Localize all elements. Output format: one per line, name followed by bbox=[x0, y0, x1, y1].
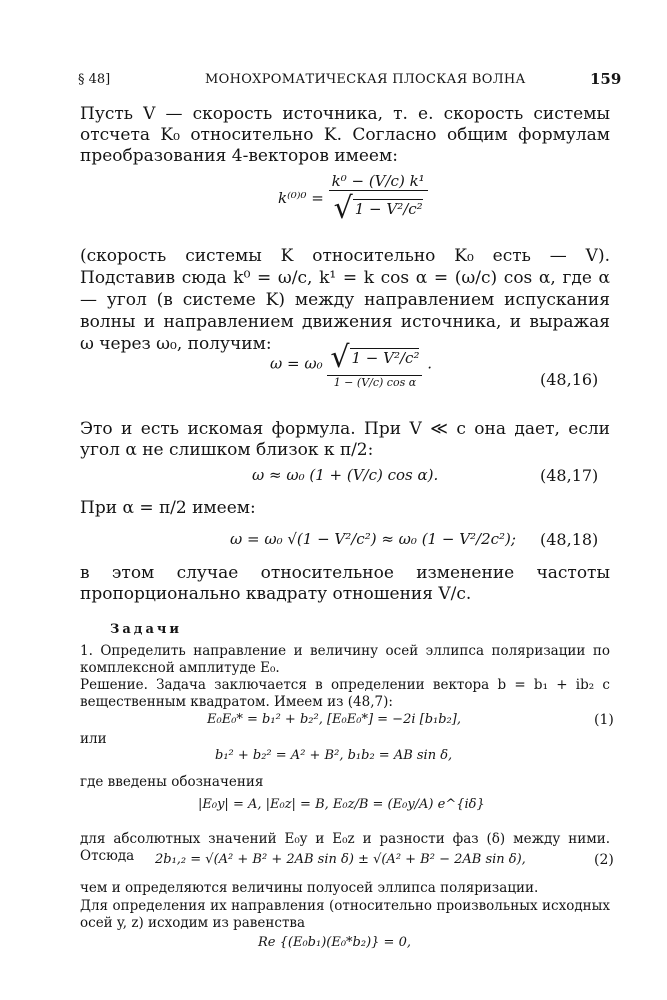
equation-number-2: (2) bbox=[594, 852, 614, 868]
paragraph-5: в этом случае относительное изменение частоты пропорционально квадрату отношения V/c. bbox=[80, 563, 610, 604]
problem-1-statement: 1. Определить направление и величину осей эллипса поляризации по комплексной амплитуде E₀. bbox=[80, 643, 610, 676]
page-number: 159 bbox=[590, 70, 622, 88]
equation-number-48-17: (48,17) bbox=[540, 466, 599, 485]
formula-approx: ω ≈ ω₀ (1 + (V/c) cos α). bbox=[252, 466, 439, 484]
problems-heading: Задачи bbox=[110, 622, 183, 637]
text-direction: Для определения их направления (относительно произвольных исходных осей y, z) исходим из равенства bbox=[80, 898, 610, 931]
formula-omega-fraction: $\frac{\text{√ 1 − V²/c²}}{\text{1 − (V/c) cos α}}$ bbox=[327, 340, 422, 389]
equation-last: Re {(E₀b₁)(E₀*b₂)} = 0, bbox=[258, 935, 411, 950]
running-title: МОНОХРОМАТИЧЕСКАЯ ПЛОСКАЯ ВОЛНА bbox=[205, 72, 526, 87]
formula-k00-fraction: $\frac{\text{k⁰ − (V/c) k¹}}{\text{√ 1 − V²/c²}}$ bbox=[329, 172, 428, 226]
formula-k00-lhs: k⁽⁰⁾⁰ = bbox=[278, 189, 324, 207]
formula-omega-numerator: 1 − V²/c² bbox=[351, 349, 420, 367]
text-semi-axes: чем и определяются величины полуосей эллипса поляризации. bbox=[80, 880, 539, 896]
paragraph-3: Это и есть искомая формула. При V ≪ c она дает, если угол α не слишком близок к π/2: bbox=[80, 419, 610, 460]
paragraph-1: Пусть V — скорость источника, т. е. скорость системы отсчета K₀ относительно K. Согласно общим формулам преобразования 4-векторов имеем: bbox=[80, 104, 610, 166]
equation-number-48-16: (48,16) bbox=[540, 370, 599, 389]
equation-number-48-18: (48,18) bbox=[540, 530, 599, 549]
formula-k00-numerator: k⁰ − (V/c) k¹ bbox=[329, 172, 428, 191]
section-reference: § 48] bbox=[78, 72, 111, 87]
text-abs-values: для абсолютных значений E₀y и E₀z и разности фаз (δ) между ними. Отсюда bbox=[80, 831, 610, 864]
equation-1: E₀E₀* = b₁² + b₂², [E₀E₀*] = −2i [b₁b₂], bbox=[207, 712, 461, 727]
equation-number-1: (1) bbox=[594, 712, 614, 728]
formula-k00-denominator: 1 − V²/c² bbox=[354, 200, 423, 218]
paragraph-2: (скорость системы K относительно K₀ есть — V). Подставив сюда k⁰ = ω/c, k¹ = k cos α = (ω/c) cos α, где α — угол (в системе K) между направлением испускания волны и направлением движения источника, и выражая ω через ω₀, получим: bbox=[80, 246, 610, 354]
formula-omega-denominator: 1 − (V/c) cos α bbox=[333, 376, 417, 389]
equation-1b: b₁² + b₂² = A² + B², b₁b₂ = AB sin δ, bbox=[215, 748, 453, 763]
paragraph-4: При α = π/2 имеем: bbox=[80, 498, 256, 518]
formula-transverse: ω = ω₀ √(1 − V²/c²) ≈ ω₀ (1 − V²/2c²); bbox=[230, 530, 516, 548]
problem-1-solution: Решение. Задача заключается в определении вектора b = b₁ + ib₂ с вещественным квадратом. Имеем из (48,7): bbox=[80, 677, 610, 710]
formula-omega: ω = ω₀ $\frac{\text{√ 1 − V²/c²}}{\text{1 − (V/c) cos α}}$ . bbox=[270, 340, 433, 389]
text-or: или bbox=[80, 731, 107, 747]
formula-k00 bbox=[278, 172, 428, 226]
equation-notation: |E₀y| = A, |E₀z| = B, E₀z/B = (E₀y/A) e^{iδ} bbox=[198, 797, 485, 812]
formula-omega-lhs: ω = ω₀ bbox=[270, 354, 323, 373]
text-notation: где введены обозначения bbox=[80, 774, 264, 790]
equation-2: 2b₁,₂ = √(A² + B² + 2AB sin δ) ± √(A² + B² − 2AB sin δ), bbox=[155, 852, 526, 867]
